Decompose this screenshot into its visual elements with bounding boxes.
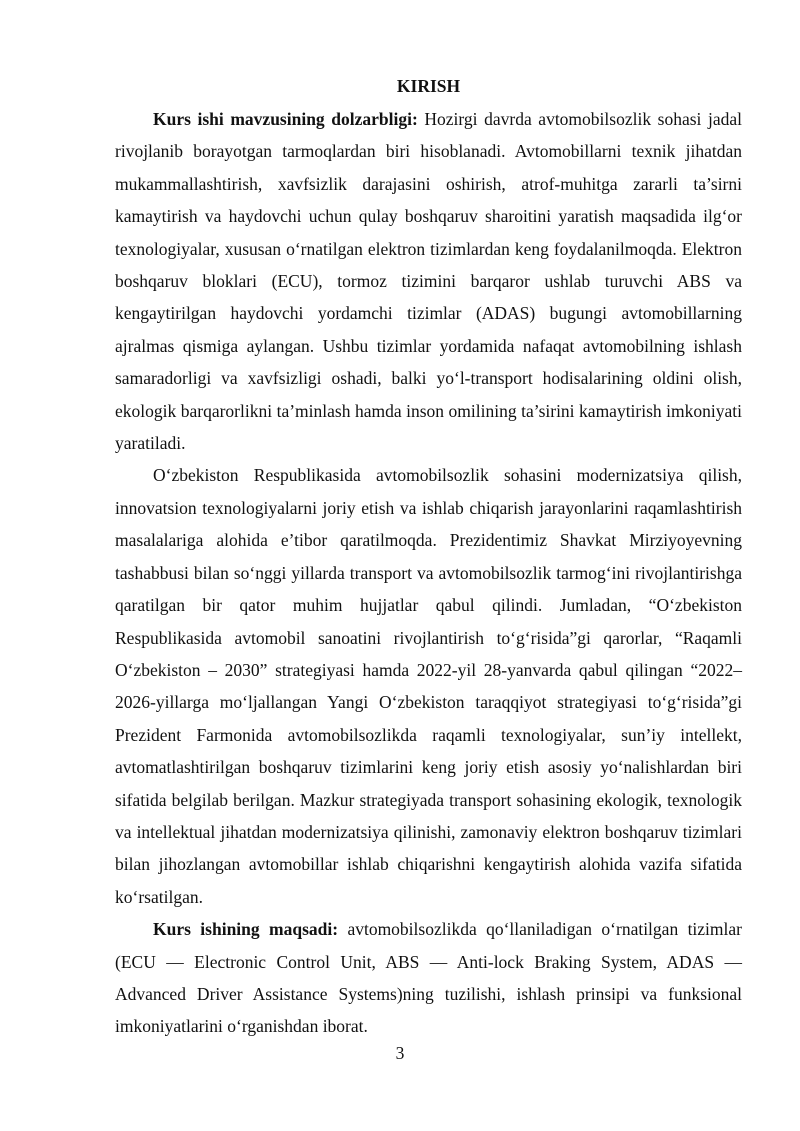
paragraph-text: Hozirgi davrda avtomobilsozlik sohasi jadal rivojlanib borayotgan tarmoqlardan biri hisoblanadi. Avtomobillarni texnik jihatdan mukammallashtirish, xavfsizlik darajasini oshirish, atrof-muhitga zararli ta’sirni kamaytirish va haydovchi uchun qulay boshqaruv sharoitini yaratish maqsadida ilg‘or texnologiyalar, xususan o‘rnatilgan elektron tizimlardan keng foydalanilmoqda. Elektron boshqaruv bloklari (ECU), tormoz tizimini barqaror ushlab turuvchi ABS va kengaytirilgan haydovchi yordamchi tizimlar (ADAS) bugungi avtomobillarning ajralmas qismiga aylangan. Ushbu tizimlar yordamida nafaqat avtomobilning ishlash samaradorligi va xavfsizligi oshadi, balki yo‘l-transport hodisalarining oldini olish, ekologik barqarorlikni ta’minlash hamda inson omilining ta’sirini kamaytirish imkoniyati yaratiladi. — [115, 109, 742, 454]
paragraph-text: O‘zbekiston Respublikasida avtomobilsozlik sohasini modernizatsiya qilish, innovatsion texnologiyalarni joriy etish va ishlab chiqarish jarayonlarini raqamlashtirish masalalariga alohida e’tibor qaratilmoqda. Prezidentimiz Shavkat Mirziyoyevning tashabbusi bilan so‘nggi yillarda transport va avtomobilsozlik tarmog‘ini rivojlantirishga qaratilgan bir qator muhim hujjatlar qabul qilindi. Jumladan, “O‘zbekiston Respublikasida avtomobil sanoatini rivojlantirish to‘g‘risida”gi qarorlar, “Raqamli O‘zbekiston – 2030” strategiyasi hamda 2022-yil 28-yanvarda qabul qilingan “2022–2026-yillarga mo‘ljallangan Yangi O‘zbekiston taraqqiyot strategiyasi to‘g‘risida”gi Prezident Farmonida avtomobilsozlikda raqamli texnologiyalar, sun’iy intellekt, avtomatlashtirilgan boshqaruv tizimlarini keng joriy etish asosiy yo‘nalishlardan biri sifatida belgilab berilgan. Mazkur strategiyada transport sohasining ekologik, texnologik va intellektual jihatdan modernizatsiya qilinishi, zamonaviy elektron boshqaruv tizimlari bilan jihozlangan avtomobillar ishlab chiqarishni kengaytirish alohida vazifa sifatida ko‘rsatilgan. — [115, 465, 742, 907]
paragraph-lead: Kurs ishining maqsadi: — [153, 919, 339, 940]
document-page — [115, 74, 742, 1043]
paragraph-uzbekistan — [115, 459, 742, 913]
page-number: 3 — [395, 1043, 405, 1063]
paragraph-lead: Kurs ishi mavzusining dolzarbligi: — [153, 109, 418, 129]
section-title: KIRISH — [396, 76, 461, 96]
paragraph-relevance — [115, 103, 742, 459]
paragraph-goal — [115, 913, 742, 1043]
paragraph-text: avtomobilsozlikda qo‘llaniladigan o‘rnatilgan tizimlar (ECU — Electronic Control Unit, ABS — Anti-lock Braking System, ADAS — Advanced Driver Assistance Systems)ning tuzilishi, ishlash prinsipi va funksional imkoniyatlarini o‘rganishdan iborat. — [115, 919, 742, 1037]
